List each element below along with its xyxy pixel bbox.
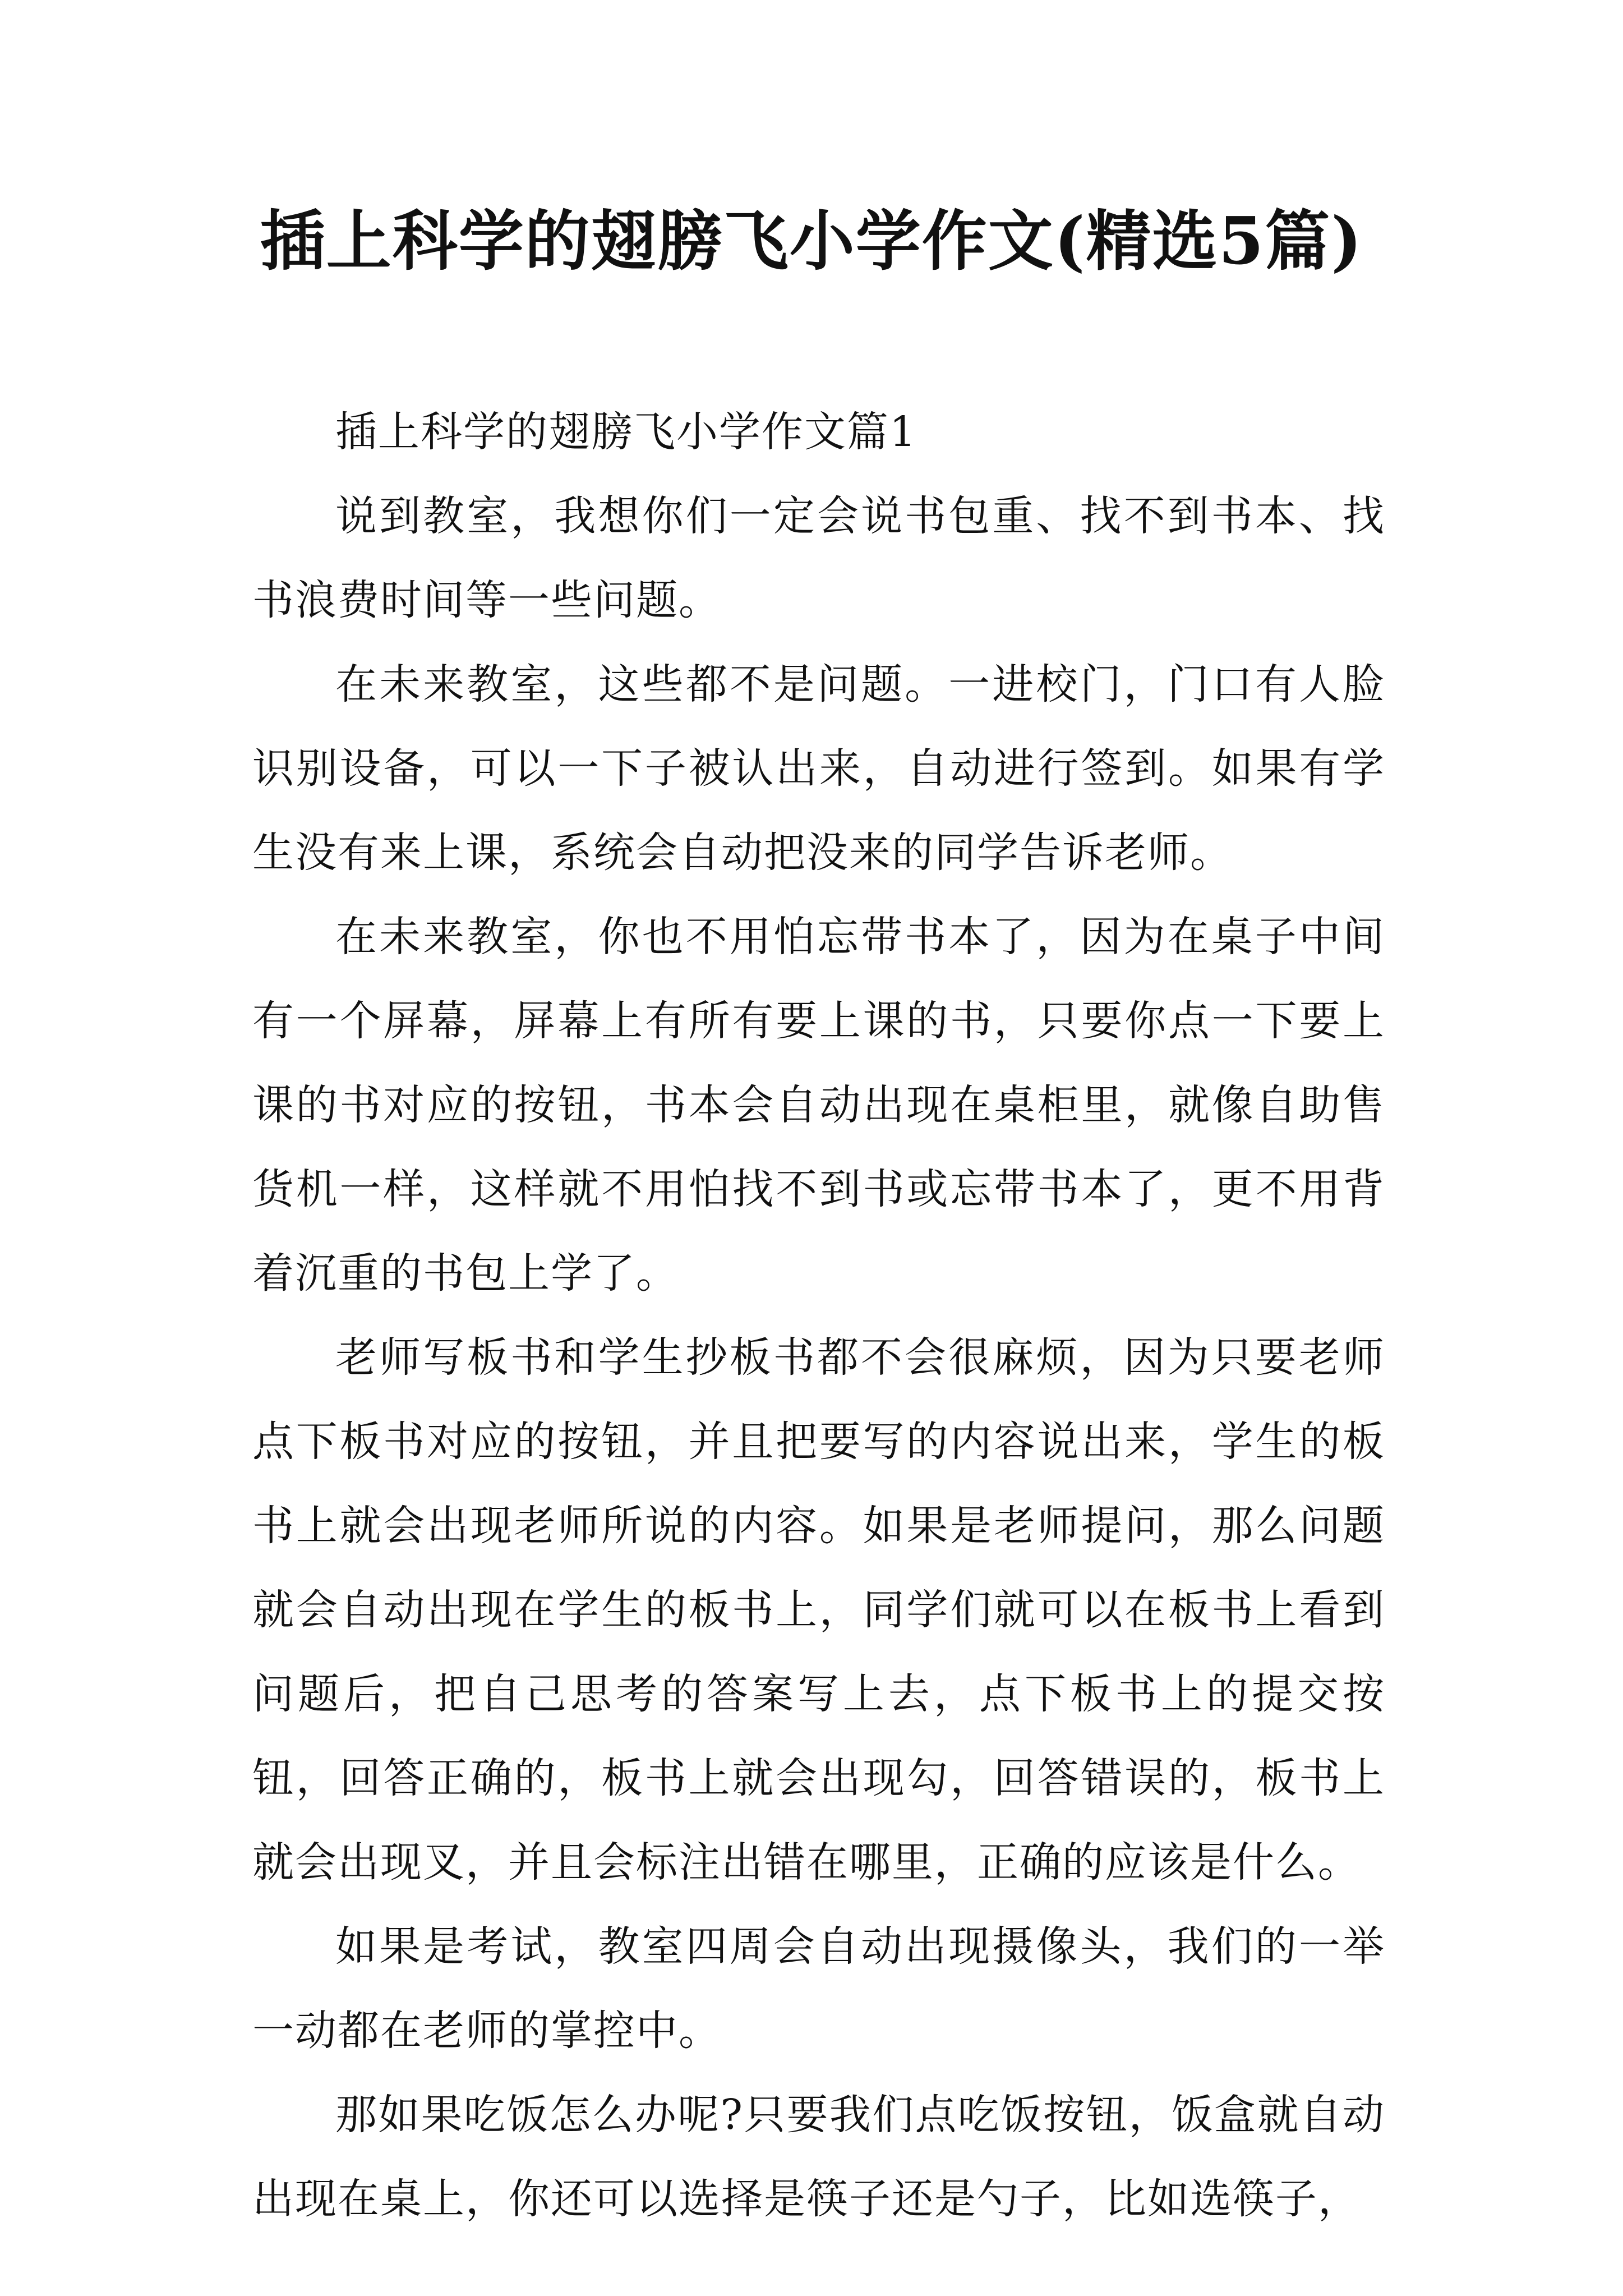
paragraph: 那如果吃饭怎么办呢?只要我们点吃饭按钮，饭盒就自动出现在桌上，你还可以选择是筷子还是勺子，比如选筷子， (252, 2091, 1385, 2223)
document-body (252, 390, 1385, 2241)
paragraph: 如果是考试，教室四周会自动出现摄像头，我们的一举一动都在老师的掌控中。 (252, 1922, 1385, 2055)
paragraph: 老师写板书和学生抄板书都不会很麻烦，因为只要老师点下板书对应的按钮，并且把要写的内容说出来，学生的板书上就会出现老师所说的内容。如果是老师提问，那么问题就会自动出现在学生的板书上，同学们就可以在板书上看到问题后，把自己思考的答案写上去，点下板书上的提交按钮，回答正确的，板书上就会出现勾，回答错误的，板书上就会出现叉，并且会标注出错在哪里，正确的应该是什么。 (252, 1333, 1385, 1887)
document-title: 插上科学的翅膀飞小学作文(精选5篇) (260, 203, 1363, 279)
paragraph: 在未来教室，你也不用怕忘带书本了，因为在桌子中间有一个屏幕，屏幕上有所有要上课的书，只要你点一下要上课的书对应的按钮，书本会自动出现在桌柜里，就像自助售货机一样，这样就不用怕找不到书或忘带书本了，更不用背着沉重的书包上学了。 (252, 913, 1385, 1297)
paragraph: 在未来教室，这些都不是问题。一进校门，门口有人脸识别设备，可以一下子被认出来，自动进行签到。如果有学生没有来上课，系统会自动把没来的同学告诉老师。 (252, 660, 1385, 877)
section-heading: 插上科学的翅膀飞小学作文篇1 (335, 408, 917, 456)
paragraph: 说到教室，我想你们一定会说书包重、找不到书本、找书浪费时间等一些问题。 (252, 492, 1385, 624)
